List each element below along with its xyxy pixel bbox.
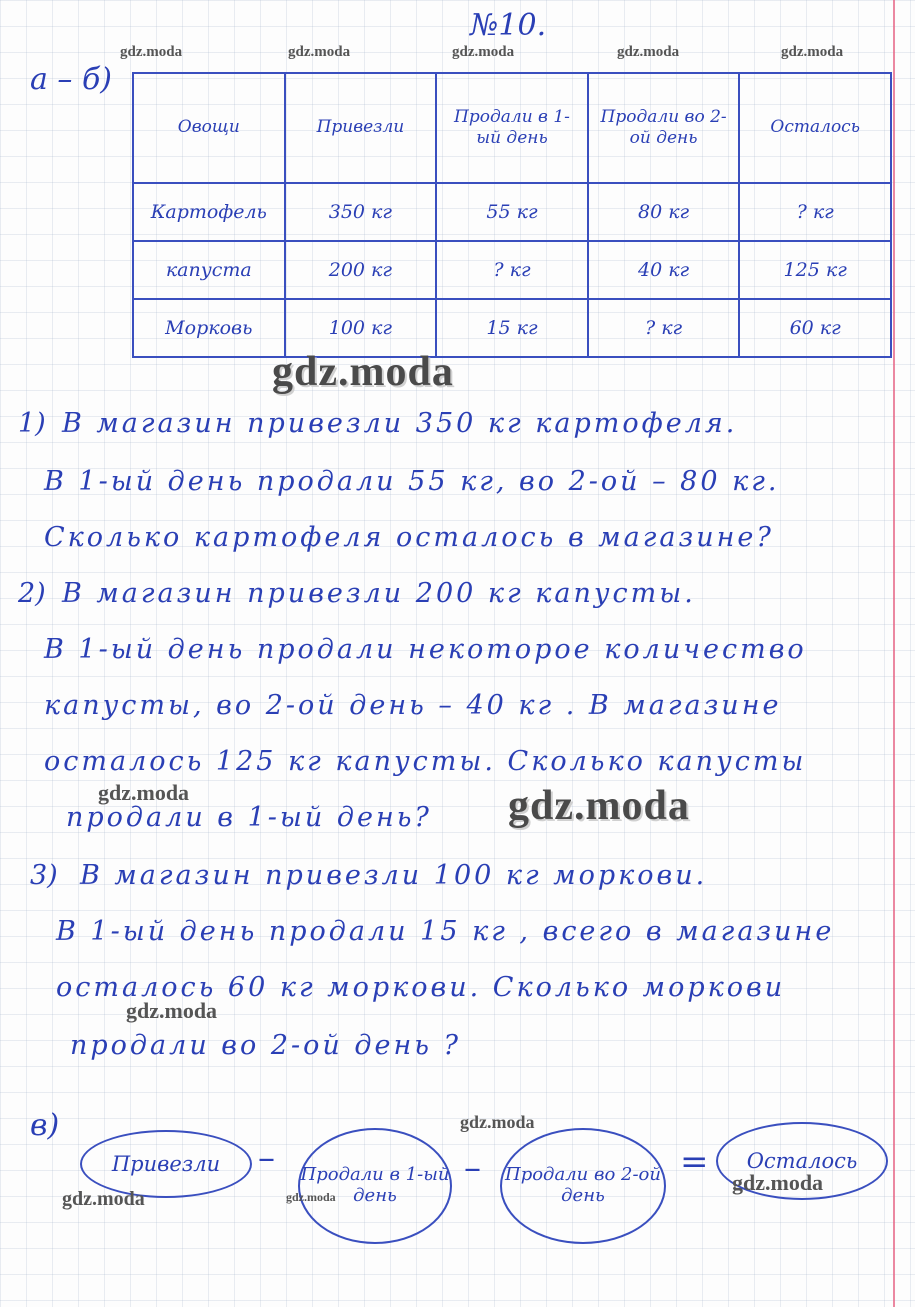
watermark: gdz.moda: [120, 44, 183, 60]
table-cell: 125 кг: [739, 241, 891, 299]
table-header: Привезли: [285, 73, 437, 183]
part-ab-label: а – б): [30, 62, 112, 97]
table-row: [133, 299, 891, 357]
table-header: Продали во 2-ой день: [588, 73, 740, 183]
vegetables-table: [132, 72, 892, 358]
formula-operator: =: [680, 1142, 709, 1182]
problem-line: осталось 125 кг капусты. Сколько капусты: [44, 746, 807, 777]
formula-term-brought: Привезли: [80, 1130, 252, 1198]
problem-number: 2): [18, 578, 46, 609]
exercise-number: №10.: [470, 8, 547, 43]
table-cell: Картофель: [133, 183, 285, 241]
problem-line: В магазин привезли 100 кг моркови.: [80, 860, 708, 891]
table-cell: ? кг: [436, 241, 588, 299]
table-cell: Морковь: [133, 299, 285, 357]
table-header: Осталось: [739, 73, 891, 183]
watermark: gdz.moda: [781, 44, 844, 60]
watermark: gdz.moda: [617, 44, 680, 60]
problem-line: В 1-ый день продали некоторое количество: [44, 634, 807, 665]
watermark: gdz.moda: [508, 783, 690, 829]
problem-number: 1): [18, 408, 46, 439]
watermark: gdz.moda: [272, 349, 454, 395]
table-row: [133, 241, 891, 299]
problem-line: продали во 2-ой день ?: [70, 1030, 462, 1061]
problem-line: В 1-ый день продали 55 кг, во 2-ой – 80 кг.: [44, 466, 780, 497]
table-cell: 350 кг: [285, 183, 437, 241]
table-header: Продали в 1-ый день: [436, 73, 588, 183]
page-margin-line: [893, 0, 895, 1307]
formula-term-remaining: Осталось: [716, 1122, 888, 1200]
table-cell: ? кг: [739, 183, 891, 241]
watermark: gdz.moda: [460, 1112, 535, 1132]
table-row: [133, 183, 891, 241]
table-cell: 55 кг: [436, 183, 588, 241]
watermark: gdz.moda: [288, 44, 351, 60]
table-cell: 60 кг: [739, 299, 891, 357]
problem-line: В магазин привезли 200 кг капусты.: [62, 578, 696, 609]
problem-line: Сколько картофеля осталось в магазине?: [44, 522, 774, 553]
formula-term-sold-day1: Продали в 1-ый день: [298, 1128, 452, 1244]
table-cell: 40 кг: [588, 241, 740, 299]
watermark: gdz.moda: [98, 780, 190, 805]
table-header-row: [133, 73, 891, 183]
part-v-label: в): [30, 1108, 60, 1143]
table-cell: 15 кг: [436, 299, 588, 357]
formula-operator: –: [464, 1148, 481, 1188]
table-header: Овощи: [133, 73, 285, 183]
problem-line: В магазин привезли 350 кг картофеля.: [62, 408, 738, 439]
problem-number: 3): [30, 860, 58, 891]
problem-line: продали в 1-ый день?: [66, 802, 432, 833]
formula-operator: –: [258, 1138, 275, 1178]
watermark: gdz.moda: [732, 1170, 824, 1195]
problem-line: осталось 60 кг моркови. Сколько моркови: [56, 972, 786, 1003]
problem-line: В 1-ый день продали 15 кг , всего в магазине: [56, 916, 835, 947]
table-cell: 100 кг: [285, 299, 437, 357]
table-cell: ? кг: [588, 299, 740, 357]
formula-term-sold-day2: Продали во 2-ой день: [500, 1128, 666, 1244]
table-cell: капуста: [133, 241, 285, 299]
watermark: gdz.moda: [286, 1190, 336, 1204]
table-cell: 80 кг: [588, 183, 740, 241]
problem-line: капусты, во 2-ой день – 40 кг . В магазине: [44, 690, 782, 721]
watermark: gdz.moda: [452, 44, 515, 60]
watermark: gdz.moda: [126, 998, 218, 1023]
table-cell: 200 кг: [285, 241, 437, 299]
watermark: gdz.moda: [62, 1188, 145, 1210]
